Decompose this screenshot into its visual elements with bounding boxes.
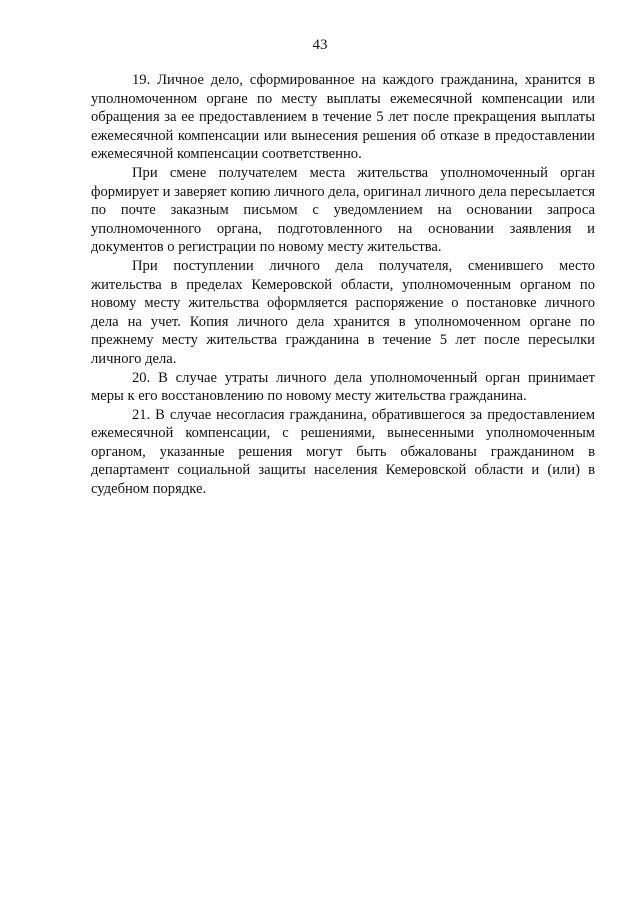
paragraph-change-of-residence: При смене получателем места жительства уполномоченный орган формирует и заверяет копию личного дела, оригинал личного дела пересылается по почте заказным письмом с уведомлением на основании запроса уполномоченного органа, подготовленного на основании заявления и документов о регистрации по новому месту жительства. — [91, 164, 595, 256]
document-body — [91, 71, 595, 499]
paragraph-19-storage: 19. Личное дело, сформированное на каждого гражданина, хранится в уполномоченном органе по месту выплаты ежемесячной компенсации или обращения за ее предоставлением в течение 5 лет после прекращения выплаты ежемесячной компенсации или вынесения решения об отказе в предоставлении ежемесячной компенсации соответственно. — [91, 72, 595, 163]
page-number: 43 — [312, 37, 328, 53]
paragraph-receipt-of-file: При поступлении личного дела получателя, сменившего место жительства в пределах Кемеровской области, уполномоченным органом по новому месту жительства оформляется распоряжение о постановке личного дела на учет. Копия личного дела хранится в уполномоченном органе по прежнему месту жительства гражданина в течение 5 лет после пересылки личного дела. — [91, 257, 595, 367]
paragraph-20-loss-of-file: 20. В случае утраты личного дела уполномоченный орган принимает меры к его восстановлению по новому месту жительства гражданина. — [91, 369, 595, 405]
paragraph-21-appeal: 21. В случае несогласия гражданина, обратившегося за предоставлением ежемесячной компенсации, с решениями, вынесенными уполномоченным органом, указанные решения могут быть обжалованы гражданином в департамент социальной защиты населения Кемеровской области и (или) в судебном порядке. — [91, 406, 595, 498]
